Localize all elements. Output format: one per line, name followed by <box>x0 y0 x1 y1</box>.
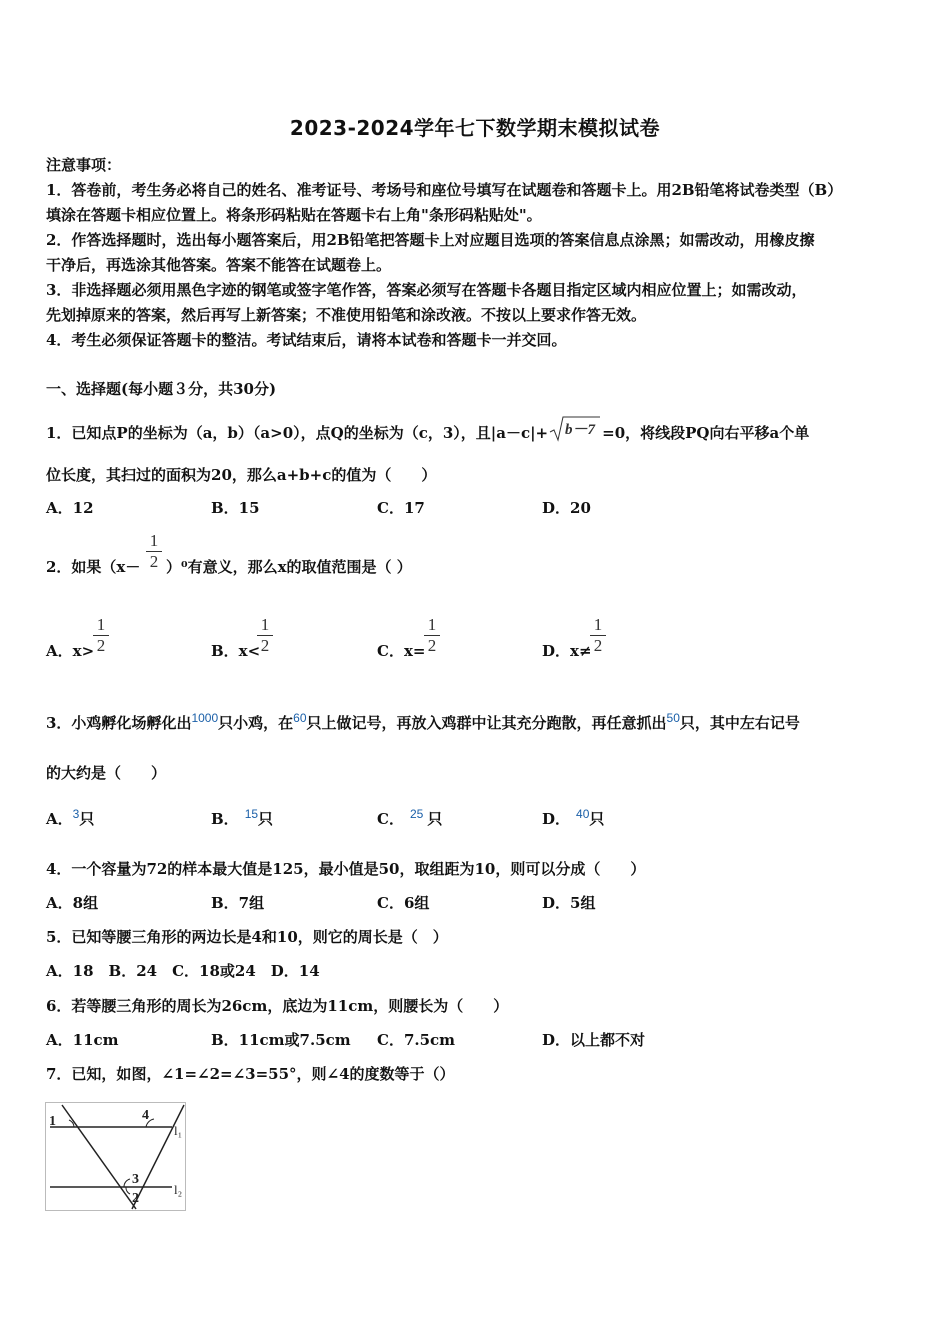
question-1-part1: 1．已知点P的坐标为（a，b）（a>0），点Q的坐标为（c，3），且|a－c|+ <box>46 424 549 442</box>
fraction-numerator: 1 <box>96 615 106 634</box>
option-unit: 只 <box>79 810 95 828</box>
sqrt-icon <box>548 414 602 444</box>
parallel-lines-diagram <box>46 1103 185 1210</box>
fraction-numerator: 1 <box>593 615 603 634</box>
q4-option-b[interactable]: B．7组 <box>211 894 265 912</box>
fraction <box>257 616 273 655</box>
notice-line: 4．考生必须保证答题卡的整洁。考试结束后，请将本试卷和答题卡一并交回。 <box>46 331 567 349</box>
notice-line: 1．答卷前，考生务必将自己的姓名、准考证号、考场号和座位号填写在试题卷和答题卡上。用2B铅笔将试卷类型（B） <box>46 181 843 199</box>
question-5-text: 5．已知等腰三角形的两边长是4和10，则它的周长是（ ） <box>46 928 448 946</box>
option-label: C． <box>377 810 404 828</box>
fraction-denominator: 2 <box>260 636 270 655</box>
q2-option-d[interactable]: D．x≠ <box>542 642 592 660</box>
angle-1-label: 1 <box>49 1114 56 1129</box>
sqrt-content: b－7 <box>565 422 596 438</box>
option-number: 3 <box>72 807 80 821</box>
notice-heading: 注意事项： <box>46 156 122 174</box>
number-1000: 1000 <box>191 711 219 725</box>
question-3-part2: 只小鸡，在 <box>218 714 294 732</box>
option-unit: 只 <box>427 810 443 828</box>
fraction-denominator: 2 <box>149 552 159 571</box>
number-50: 50 <box>666 711 680 725</box>
fraction <box>146 532 162 571</box>
q2-option-c[interactable]: C．x= <box>377 642 426 660</box>
q3-option-c[interactable] <box>377 807 442 829</box>
angle-2-label: 2 <box>132 1191 139 1206</box>
question-6-text: 6．若等腰三角形的周长为26cm，底边为11cm，则腰长为（ ） <box>46 997 509 1015</box>
option-number: 15 <box>244 807 259 821</box>
fraction-numerator: 1 <box>149 531 159 550</box>
number-60: 60 <box>293 711 307 725</box>
question-3-part1: 3．小鸡孵化场孵化出 <box>46 714 192 732</box>
q6-option-b[interactable]: B．11cm或7.5cm <box>211 1031 351 1049</box>
option-number: 25 <box>409 807 424 821</box>
fraction-denominator: 2 <box>96 636 106 655</box>
q3-option-a[interactable] <box>46 807 94 829</box>
fraction-denominator: 2 <box>427 636 437 655</box>
q1-option-a[interactable]: A．12 <box>46 499 94 517</box>
question-1-text <box>46 414 809 444</box>
option-number: 40 <box>576 807 590 821</box>
q6-option-a[interactable]: A．11cm <box>46 1031 119 1049</box>
q6-option-c[interactable]: C．7.5cm <box>377 1031 456 1049</box>
fraction <box>590 616 606 655</box>
q3-option-d[interactable] <box>542 807 604 829</box>
q4-option-c[interactable]: C．6组 <box>377 894 430 912</box>
question-3-part4: 只，其中左右记号 <box>679 714 800 732</box>
question-1-part2: =0，将线段PQ向右平移a个单 <box>602 424 810 442</box>
fraction-denominator: 2 <box>593 636 603 655</box>
angle-4-label: 4 <box>142 1108 149 1123</box>
option-label: A． <box>46 810 73 828</box>
q5-options[interactable]: A．18 B．24 C．18或24 D．14 <box>46 962 320 980</box>
option-unit: 只 <box>589 810 605 828</box>
q2-option-b[interactable]: B．x< <box>211 642 261 660</box>
question-3-part3: 只上做记号，再放入鸡群中让其充分跑散，再任意抓出 <box>306 714 667 732</box>
q2-option-a[interactable]: A．x> <box>46 642 95 660</box>
option-label: B． <box>211 810 239 828</box>
fraction <box>424 616 440 655</box>
notice-line: 3．非选择题必须用黑色字迹的钢笔或签字笔作答，答案必须写在答题卡各题目指定区域内相应位置上；如需改动， <box>46 281 807 299</box>
notice-line: 2．作答选择题时，选出每小题答案后，用2B铅笔把答题卡上对应题目选项的答案信息点涂黑；如需改动，用橡皮擦 <box>46 231 815 249</box>
question-3-text <box>46 711 800 733</box>
question-1-line2: 位长度，其扫过的面积为20，那么a+b+c的值为（ ） <box>46 466 437 484</box>
question-2-prefix: 2．如果（x－ <box>46 558 141 576</box>
fraction-numerator: 1 <box>427 615 437 634</box>
fraction <box>93 616 109 655</box>
q4-option-d[interactable]: D．5组 <box>542 894 596 912</box>
notice-line: 先划掉原来的答案，然后再写上新答案；不准使用铅笔和涂改液。不按以上要求作答无效。 <box>46 306 647 324</box>
angle-3-label: 3 <box>132 1172 139 1187</box>
q3-option-b[interactable] <box>211 807 273 829</box>
q1-option-c[interactable]: C．17 <box>377 499 425 517</box>
option-unit: 只 <box>258 810 274 828</box>
question-7-text: 7．已知，如图，∠1=∠2=∠3=55°，则∠4的度数等于（） <box>46 1065 455 1083</box>
fraction-numerator: 1 <box>260 615 270 634</box>
notice-line: 填涂在答题卡相应位置上。将条形码粘贴在答题卡右上角"条形码粘贴处"。 <box>46 206 542 224</box>
question-3-line2: 的大约是（ ） <box>46 764 167 782</box>
option-label: D． <box>542 810 571 828</box>
line-l1-label: l₁ <box>174 1123 183 1138</box>
q4-option-a[interactable]: A．8组 <box>46 894 99 912</box>
section-heading: 一、选择题(每小题３分，共30分) <box>46 380 277 398</box>
notice-line: 干净后，再选涂其他答案。答案不能答在试题卷上。 <box>46 256 392 274</box>
question-2-suffix: ）⁰有意义，那么x的取值范围是（ ） <box>166 558 412 576</box>
q1-option-d[interactable]: D．20 <box>542 499 591 517</box>
q1-option-b[interactable]: B．15 <box>211 499 260 517</box>
page-title: 2023-2024学年七下数学期末模拟试卷 <box>289 116 661 140</box>
geometry-figure <box>45 1102 186 1211</box>
q6-option-d[interactable]: D．以上都不对 <box>542 1031 646 1049</box>
line-l2-label: l₂ <box>174 1182 183 1197</box>
question-4-text: 4．一个容量为72的样本最大值是125，最小值是50，取组距为10，则可以分成（ ） <box>46 860 646 878</box>
